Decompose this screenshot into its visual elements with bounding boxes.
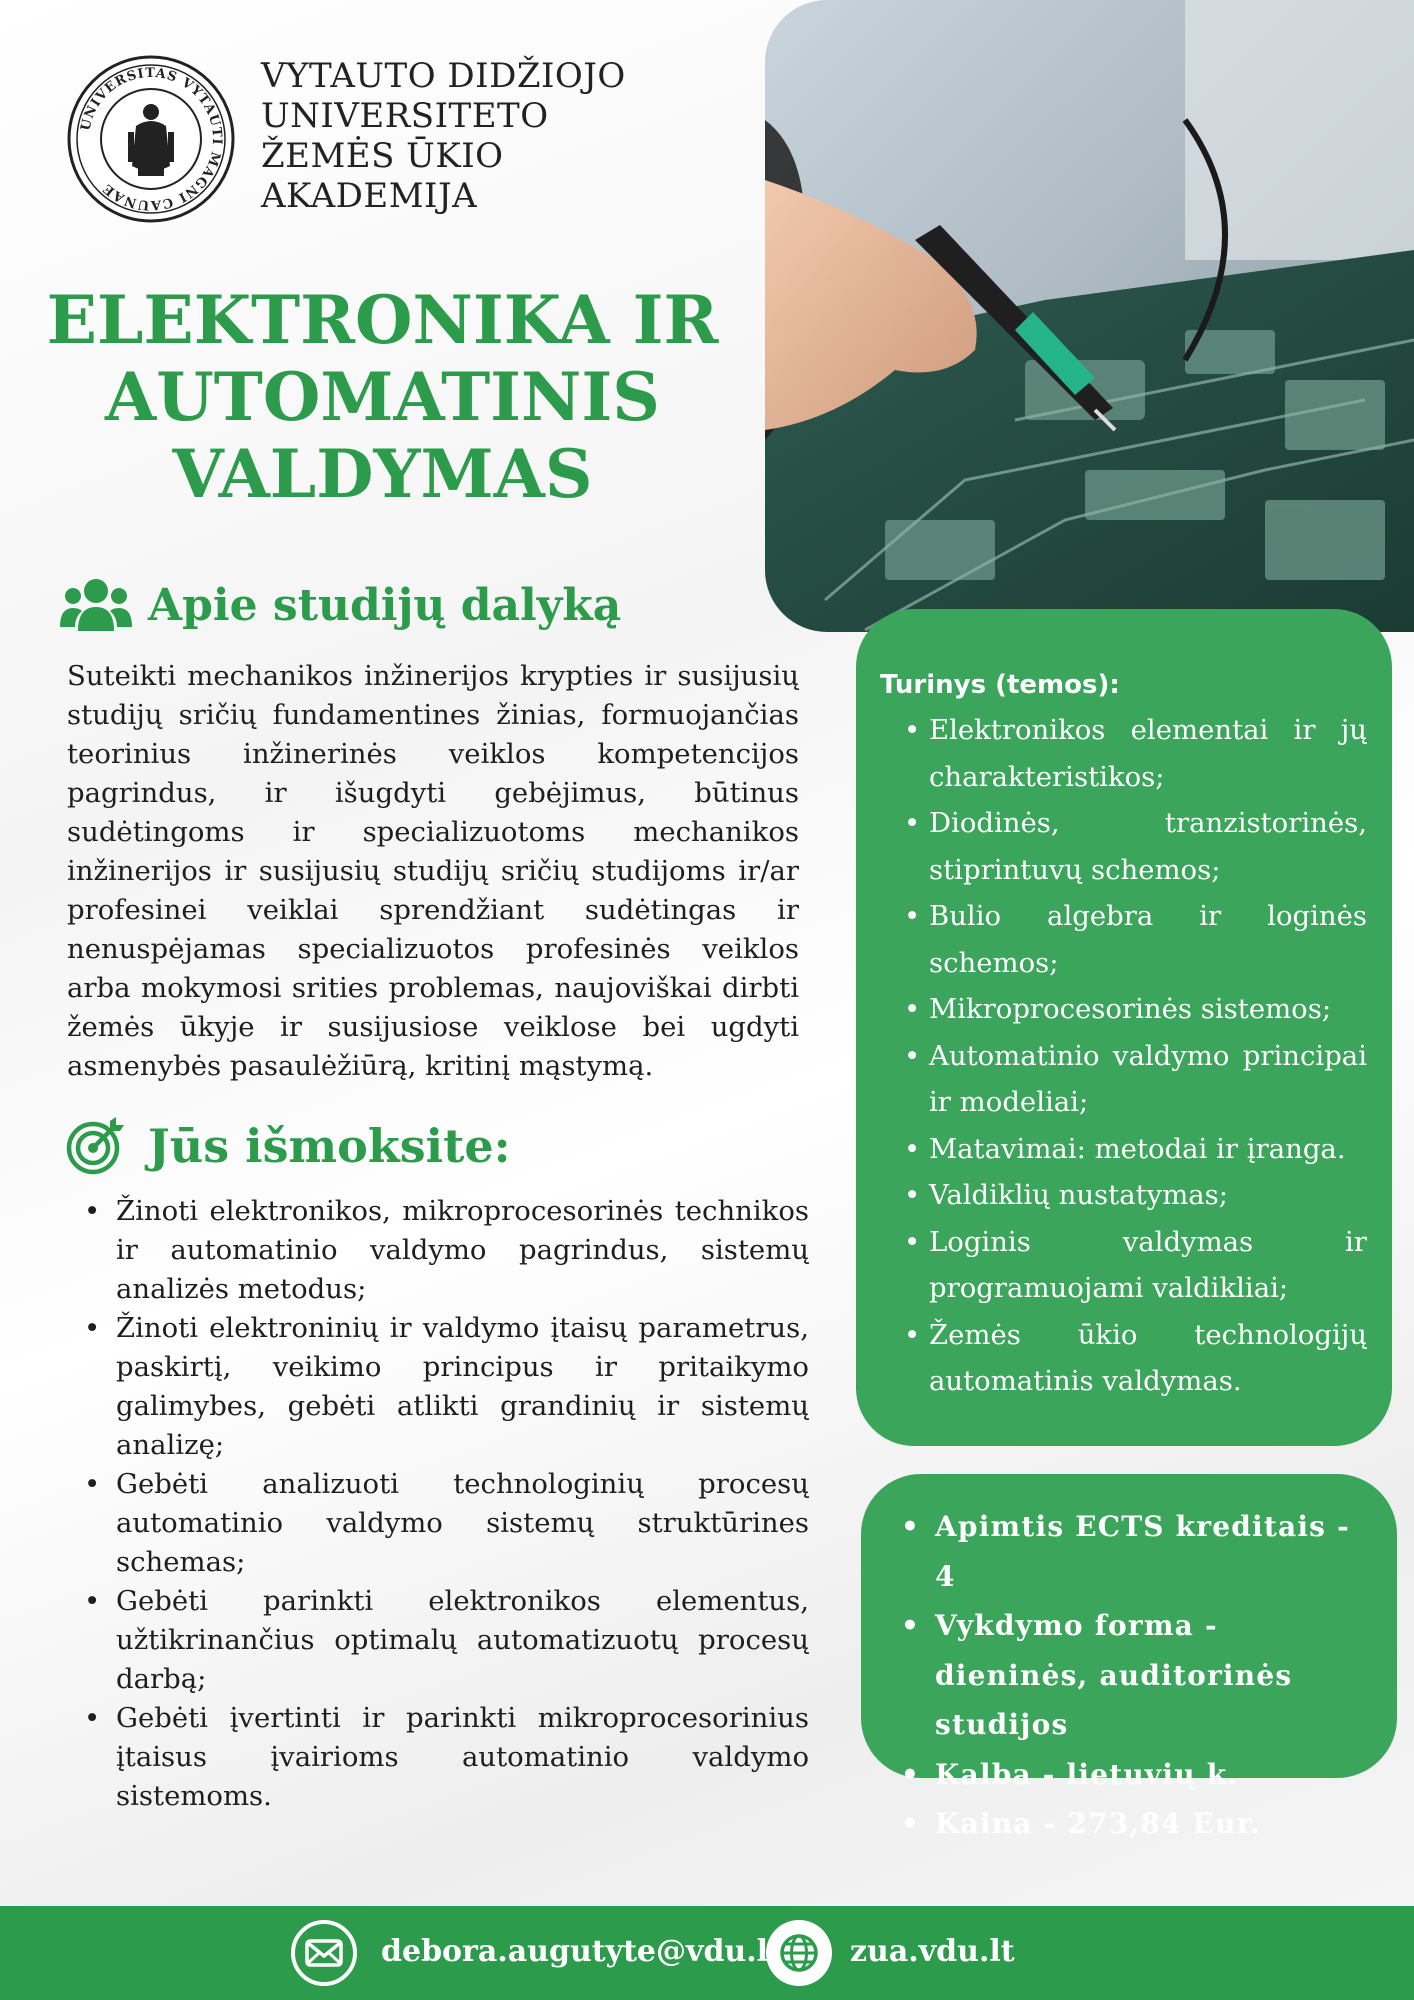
info-price: • Kaina - 273,84 Eur.	[901, 1799, 1372, 1849]
learn-heading-label: Jūs išmoksite:	[148, 1119, 511, 1173]
title-line: ELEKTRONIKA IR	[46, 281, 719, 359]
target-arrow-icon	[66, 1117, 124, 1175]
about-text: Suteikti mechanikos inžinerijos krypties ir susijusių studijų sričių fundamentines žinias, formuojančias teorinius inžinerinės veiklos kompetencijos pagrindus, ir išugdyti gebėjimus, būtinus sudėtingoms ir specializuotoms mechanikos inžinerijos ir susijusių studijų sričių studijoms ir/ar profesinei veiklai sprendžiant sudėtingas ir nenuspėjamas specializuotos profesinės veiklos arba mokymosi srities problemas, naujoviškai dirbti žemės ūkyje ir susijusiose veiklose bei ugdyti asmenybės pasaulėžiūrą, kritinį mąstymą.	[67, 660, 799, 1082]
topics-title: Turinys (temos):	[880, 670, 1120, 700]
learn-list	[84, 1192, 809, 1816]
users-icon	[60, 577, 132, 633]
info-language: • Kalba - lietuvių k.	[901, 1750, 1372, 1800]
globe-icon	[766, 1920, 832, 1986]
topic-item: • Elektronikos elementai ir jų charakteristikos;	[904, 707, 1367, 800]
topic-item: • Loginis valdymas ir programuojami valdikliai;	[904, 1219, 1367, 1312]
footer-bar	[0, 1906, 1414, 2000]
university-name-line: VYTAUTO DIDŽIOJO	[261, 56, 626, 96]
university-name-line: AKADEMIJA	[261, 176, 478, 216]
info-credits: • Apimtis ECTS kreditais - 4	[901, 1502, 1372, 1601]
topic-item: • Diodinės, tranzistorinės, stiprintuvų schemos;	[904, 800, 1367, 893]
topics-box	[856, 609, 1392, 1446]
electronics-photo	[765, 0, 1414, 632]
contact-email-link[interactable]: debora.augutyte@vdu.lt	[381, 1934, 782, 1969]
page-title	[40, 282, 725, 513]
university-name-line: ŽEMĖS ŪKIO	[261, 136, 504, 176]
learn-item: • Gebėti parinkti elektronikos elementus, užtikrinančius optimalų automatizuotų procesų darbą;	[84, 1582, 809, 1699]
topic-item: • Valdiklių nustatymas;	[904, 1172, 1367, 1219]
topic-item: • Mikroprocesorinės sistemos;	[904, 986, 1367, 1033]
seal-text: UNIVERSITAS VYTAUTI MAGNI CAUNAE	[78, 65, 225, 213]
topics-list	[904, 707, 1367, 1405]
topic-item: • Žemės ūkio technologijų automatinis valdymas.	[904, 1312, 1367, 1405]
title-line: VALDYMAS	[172, 435, 593, 513]
info-form: • Vykdymo forma - dieninės, auditorinės studijos	[901, 1601, 1372, 1750]
university-name-line: UNIVERSITETO	[261, 96, 549, 136]
learn-item: • Žinoti elektronikos, mikroprocesorinės technikos ir automatinio valdymo pagrindus, sistemų analizės metodus;	[84, 1192, 809, 1309]
topic-item: • Automatinio valdymo principai ir modeliai;	[904, 1033, 1367, 1126]
about-heading	[60, 577, 621, 633]
about-heading-label: Apie studijų dalyką	[148, 579, 622, 631]
envelope-icon	[291, 1920, 357, 1986]
topic-item: • Matavimai: metodai ir įranga.	[904, 1126, 1367, 1173]
course-info-list	[901, 1502, 1372, 1849]
university-name	[261, 56, 626, 216]
university-seal-logo	[66, 54, 236, 224]
title-line: AUTOMATINIS	[105, 358, 660, 436]
learn-heading	[66, 1117, 511, 1175]
topic-item: • Bulio algebra ir loginės schemos;	[904, 893, 1367, 986]
learn-item: • Gebėti įvertinti ir parinkti mikroprocesorinius įtaisus įvairioms automatinio valdymo sistemoms.	[84, 1699, 809, 1816]
learn-item: • Žinoti elektroninių ir valdymo įtaisų parametrus, paskirtį, veikimo principus ir pritaikymo galimybes, gebėti atlikti grandinių ir sistemų analizę;	[84, 1309, 809, 1465]
course-info-box	[861, 1474, 1397, 1840]
website-link[interactable]: zua.vdu.lt	[850, 1934, 1015, 1969]
learn-item: • Gebėti analizuoti technologinių procesų automatinio valdymo sistemų struktūrines schemas;	[84, 1465, 809, 1582]
